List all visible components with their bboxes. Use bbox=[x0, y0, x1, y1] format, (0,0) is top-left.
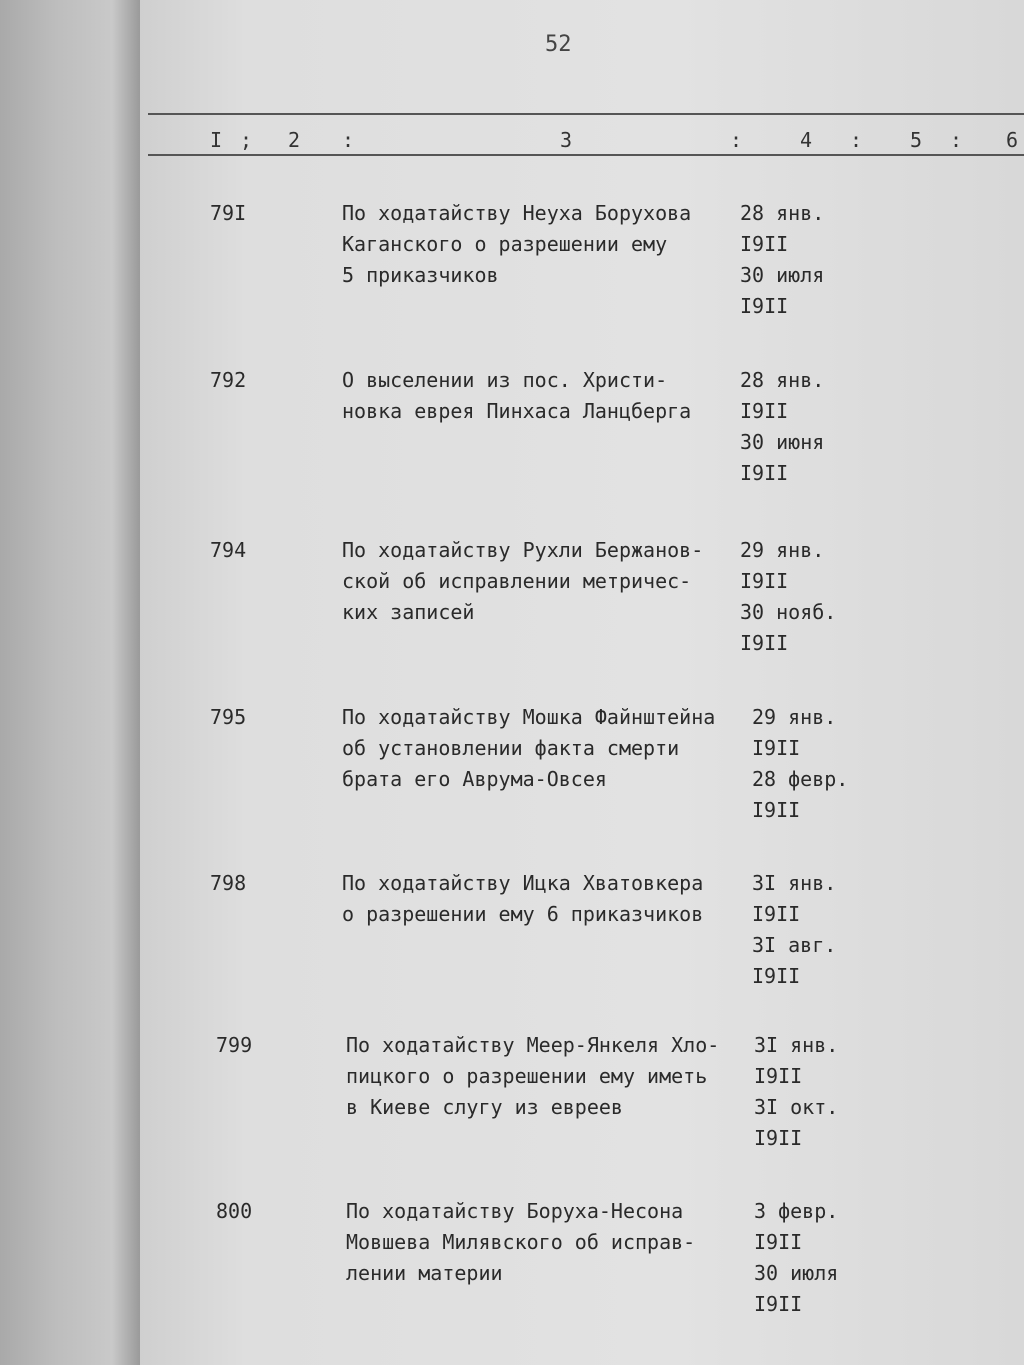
entry-number: 800 bbox=[216, 1199, 253, 1223]
start-year: I9II bbox=[740, 232, 789, 256]
entry-title bbox=[346, 1030, 746, 1123]
entry-title-line: Мовшева Милявского об исправ- bbox=[346, 1230, 696, 1254]
column-header-1: I bbox=[210, 128, 223, 152]
column-header-separator: ; bbox=[240, 128, 253, 152]
document-page bbox=[140, 0, 1024, 1365]
entry-title bbox=[342, 198, 742, 291]
entry-number: 794 bbox=[210, 538, 247, 562]
entry-title-line: По ходатайству Ицка Хватовкера bbox=[342, 871, 704, 895]
header-rule-bottom bbox=[148, 154, 1024, 156]
column-header-4: 4 bbox=[800, 128, 813, 152]
end-year: I9II bbox=[754, 1126, 803, 1150]
column-header-2: 2 bbox=[288, 128, 301, 152]
entry-title-line: пицкого о разрешении ему иметь bbox=[346, 1064, 708, 1088]
entry-title-line: Каганского о разрешении ему bbox=[342, 232, 668, 256]
entry-title-line: По ходатайству Мошка Файнштейна bbox=[342, 705, 716, 729]
start-date: 29 янв. bbox=[740, 538, 825, 562]
entry-title bbox=[342, 365, 742, 427]
end-date: 30 нояб. bbox=[740, 600, 837, 624]
end-year: I9II bbox=[752, 798, 801, 822]
column-header-separator: : bbox=[850, 128, 863, 152]
entry-number: 795 bbox=[210, 705, 247, 729]
end-year: I9II bbox=[740, 631, 789, 655]
start-year: I9II bbox=[740, 399, 789, 423]
entry-title bbox=[342, 535, 742, 628]
entry-dates bbox=[754, 1030, 838, 1154]
end-date: 30 июля bbox=[754, 1261, 839, 1285]
start-year: I9II bbox=[754, 1064, 803, 1088]
start-year: I9II bbox=[752, 902, 801, 926]
start-year: I9II bbox=[752, 736, 801, 760]
entry-title-line: ких записей bbox=[342, 600, 475, 624]
entry-title-line: По ходатайству Меер-Янкеля Хло- bbox=[346, 1033, 720, 1057]
entry-title-line: ской об исправлении метричес- bbox=[342, 569, 692, 593]
column-header-6: 6 bbox=[1006, 128, 1019, 152]
entry-title-line: о разрешении ему 6 приказчиков bbox=[342, 902, 704, 926]
entry-title bbox=[346, 1196, 746, 1289]
entry-dates bbox=[740, 365, 824, 489]
entry-title bbox=[342, 868, 742, 930]
column-header-separator: : bbox=[950, 128, 963, 152]
entry-title-line: 5 приказчиков bbox=[342, 263, 499, 287]
header-rule-top bbox=[148, 113, 1024, 115]
entry-title-line: По ходатайству Неуха Борухова bbox=[342, 201, 692, 225]
entry-dates bbox=[752, 868, 836, 992]
entry-title-line: лении материи bbox=[346, 1261, 503, 1285]
entry-dates bbox=[740, 198, 824, 322]
entry-title-line: По ходатайству Рухли Бержанов- bbox=[342, 538, 704, 562]
end-year: I9II bbox=[754, 1292, 803, 1316]
column-header-separator: : bbox=[730, 128, 743, 152]
start-date: 3 февр. bbox=[754, 1199, 839, 1223]
start-year: I9II bbox=[754, 1230, 803, 1254]
end-year: I9II bbox=[740, 461, 789, 485]
entry-title-line: По ходатайству Боруха-Несона bbox=[346, 1199, 684, 1223]
start-date: 3I янв. bbox=[754, 1033, 839, 1057]
entry-dates bbox=[754, 1196, 838, 1320]
entry-number: 792 bbox=[210, 368, 247, 392]
end-date: 28 февр. bbox=[752, 767, 849, 791]
end-date: 3I окт. bbox=[754, 1095, 839, 1119]
column-header-5: 5 bbox=[910, 128, 923, 152]
entry-title-line: новка еврея Пинхаса Ланцберга bbox=[342, 399, 692, 423]
start-date: 28 янв. bbox=[740, 368, 825, 392]
start-date: 3I янв. bbox=[752, 871, 837, 895]
end-year: I9II bbox=[740, 294, 789, 318]
start-year: I9II bbox=[740, 569, 789, 593]
entry-title-line: об установлении факта смерти bbox=[342, 736, 680, 760]
column-header-3: 3 bbox=[560, 128, 573, 152]
entry-title-line: О выселении из пос. Христи- bbox=[342, 368, 668, 392]
end-year: I9II bbox=[752, 964, 801, 988]
end-date: 30 июня bbox=[740, 430, 825, 454]
column-header-separator: : bbox=[342, 128, 355, 152]
entry-number: 798 bbox=[210, 871, 247, 895]
start-date: 28 янв. bbox=[740, 201, 825, 225]
start-date: 29 янв. bbox=[752, 705, 837, 729]
entry-title-line: в Киеве слугу из евреев bbox=[346, 1095, 623, 1119]
entry-title bbox=[342, 702, 742, 795]
facing-page-edge bbox=[0, 0, 140, 1365]
entry-title-line: брата его Аврума-Овсея bbox=[342, 767, 607, 791]
entry-dates bbox=[752, 702, 848, 826]
end-date: 3I авг. bbox=[752, 933, 837, 957]
entry-number: 79I bbox=[210, 201, 247, 225]
entry-number: 799 bbox=[216, 1033, 253, 1057]
entry-dates bbox=[740, 535, 836, 659]
end-date: 30 июля bbox=[740, 263, 825, 287]
page-number: 52 bbox=[545, 32, 572, 57]
